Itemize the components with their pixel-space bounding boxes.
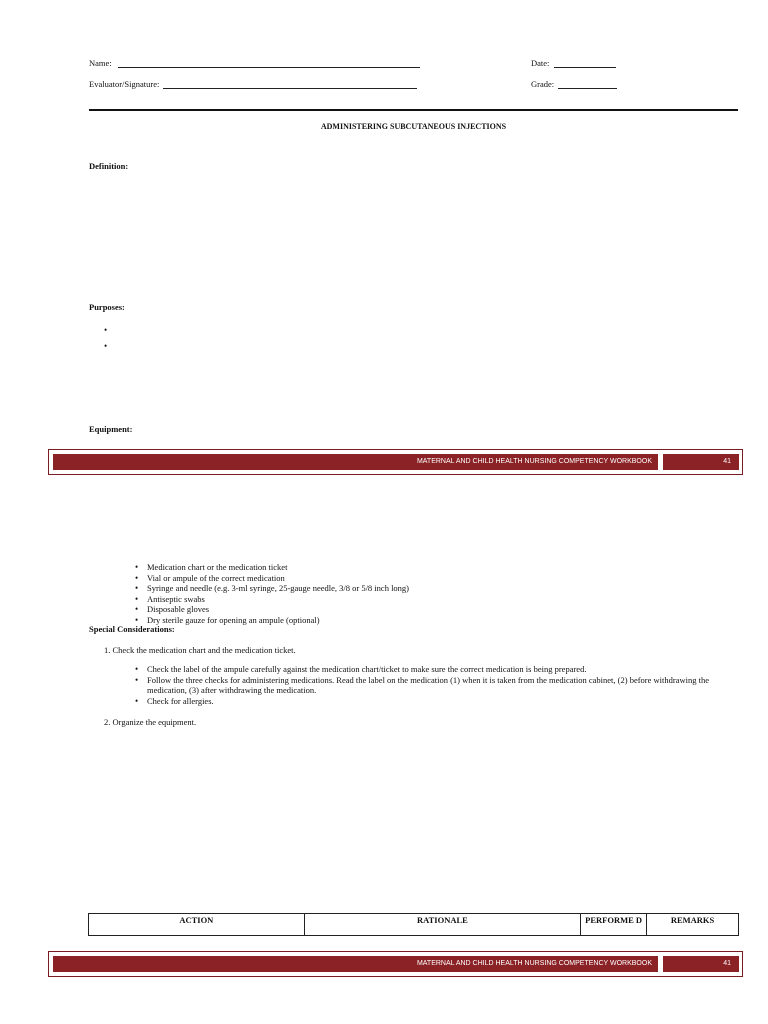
grade-field[interactable] xyxy=(558,79,617,89)
date-label: Date: xyxy=(531,58,550,68)
header-divider xyxy=(89,109,738,111)
step-1-list xyxy=(135,664,735,706)
footer-title: MATERNAL AND CHILD HEALTH NURSING COMPETENCY WORKBOOK xyxy=(53,956,658,972)
purpose-item xyxy=(104,322,118,338)
name-row xyxy=(89,58,420,68)
footer-page-number: 41 xyxy=(663,454,739,470)
date-field[interactable] xyxy=(554,58,616,68)
equipment-item: • Antiseptic swabs xyxy=(135,594,409,605)
table-header-row xyxy=(89,914,739,936)
date-row xyxy=(531,58,616,68)
equipment-list xyxy=(135,562,409,625)
definition-label: Definition: xyxy=(89,161,129,171)
step-1-item: • Check for allergies. xyxy=(135,696,735,707)
name-field[interactable] xyxy=(118,58,420,68)
equipment-label: Equipment: xyxy=(89,424,133,434)
footer-title: MATERNAL AND CHILD HEALTH NURSING COMPETENCY WORKBOOK xyxy=(53,454,658,470)
step-1-item: • Follow the three checks for administering medications. Read the label on the medication (1) when it is taken from the medication cabinet, (2) before withdrawing the medication, (3) after withdrawing the medication. xyxy=(135,675,735,696)
equipment-item: • Disposable gloves xyxy=(135,604,409,615)
step-1: 1. Check the medication chart and the medication ticket. xyxy=(104,645,296,655)
equipment-item: • Syringe and needle (e.g. 3-ml syringe, 25-gauge needle, 3/8 or 5/8 inch long) xyxy=(135,583,409,594)
evaluator-row xyxy=(89,79,417,89)
evaluator-field[interactable] xyxy=(163,79,417,89)
purpose-item xyxy=(104,338,118,354)
procedure-table xyxy=(88,913,739,936)
page-footer xyxy=(48,449,743,475)
column-remarks: REMARKS xyxy=(647,914,739,936)
grade-row xyxy=(531,79,617,89)
page-footer-2 xyxy=(48,951,743,977)
footer-page-number: 41 xyxy=(663,956,739,972)
step-1-item: • Check the label of the ampule carefully against the medication chart/ticket to make sure the correct medication is being prepared. xyxy=(135,664,735,675)
column-rationale: RATIONALE xyxy=(304,914,581,936)
page-title: ADMINISTERING SUBCUTANEOUS INJECTIONS xyxy=(320,122,507,131)
equipment-item: • Medication chart or the medication ticket xyxy=(135,562,409,573)
name-label: Name: xyxy=(89,58,112,68)
evaluator-label: Evaluator/Signature: xyxy=(89,79,160,89)
purposes-label: Purposes: xyxy=(89,302,125,312)
step-2: 2. Organize the equipment. xyxy=(104,717,197,727)
purposes-list xyxy=(104,322,118,354)
grade-label: Grade: xyxy=(531,79,555,89)
equipment-item: • Vial or ampule of the correct medication xyxy=(135,573,409,584)
column-action: ACTION xyxy=(89,914,305,936)
special-considerations-label: Special Considerations: xyxy=(89,624,175,634)
equipment-item: • Dry sterile gauze for opening an ampule (optional) xyxy=(135,615,409,626)
column-performed: PERFORME D xyxy=(581,914,647,936)
